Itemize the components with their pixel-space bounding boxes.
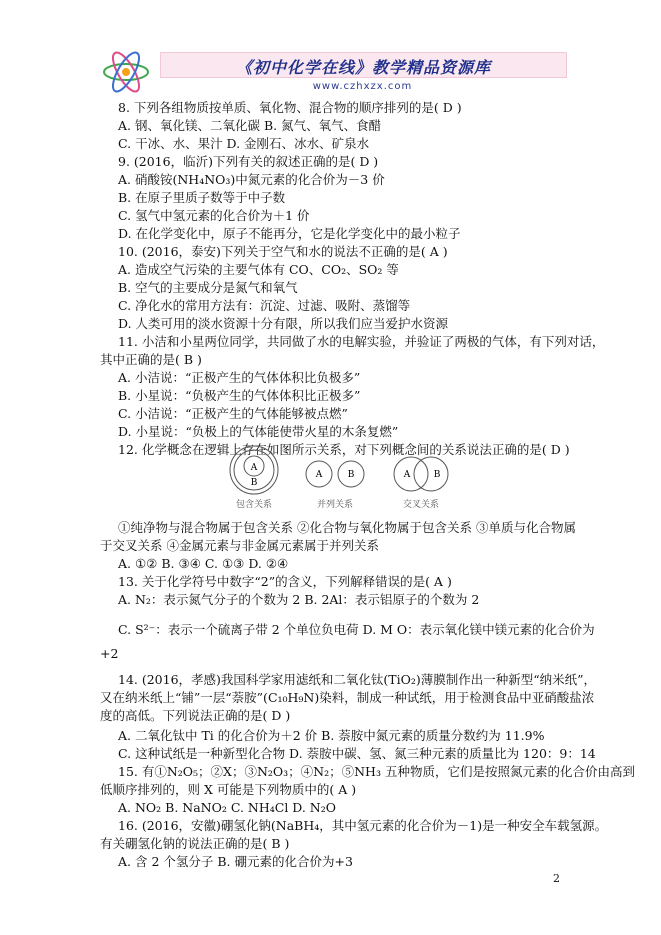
option-line: A. 含 2 个氢分子 B. 硼元素的化合价为+3 [118, 854, 353, 869]
question-13: 13. 关于化学符号中数字“2”的含义，下列解释错误的是( A ) [118, 574, 452, 589]
option-line: A. 二氧化钛中 Ti 的化合价为＋2 价 B. 萘胺中氮元素的质量分数约为 11.9% [118, 728, 545, 743]
venn-label-b: B [250, 478, 258, 488]
option-line-cont: +2 [100, 646, 119, 661]
venn-caption-parallel: 并列关系 [316, 500, 354, 510]
parallel-relation [306, 461, 364, 510]
intersection-relation [394, 457, 448, 510]
option-line: A. 小洁说：“正极产生的气体体积比负极多” [118, 370, 361, 385]
page-header [100, 44, 565, 102]
option-line-cont: 于交叉关系 ④金属元素与非金属元素属于并列关系 [100, 538, 379, 553]
venn-label-a: A [250, 463, 258, 473]
option-line: A. 钢、氧化镁、二氧化碳 B. 氮气、氧气、食醋 [118, 118, 382, 133]
option-line: A. 硝酸铵(NH₄NO₃)中氮元素的化合价为－3 价 [118, 172, 385, 187]
venn-label-a: A [403, 470, 411, 480]
option-line: C. 小洁说：“正极产生的气体能够被点燃” [118, 406, 348, 421]
inclusion-relation [230, 446, 278, 510]
venn-label-a: A [315, 470, 323, 480]
venn-label-b: B [347, 470, 355, 480]
page-number: 2 [553, 872, 560, 885]
option-line: D. 在化学变化中，原子不能再分，它是化学变化中的最小粒子 [118, 226, 461, 241]
question-15-cont: 低顺序排列的，则 X 可能是下列物质中的( A ) [100, 782, 357, 797]
option-line: D. 人类可用的淡水资源十分有限，所以我们应当爱护水资源 [118, 316, 449, 331]
option-line: B. 小星说：“负极产生的气体体积比正极多” [118, 388, 361, 403]
option-line: C. 干冰、水、果汁 D. 金刚石、冰水、矿泉水 [118, 136, 370, 151]
venn-diagram [222, 444, 472, 510]
question-11: 11. 小洁和小星两位同学，共同做了水的电解实验，并验证了两极的气体，有下列对话， [118, 334, 605, 349]
venn-caption-intersection: 交叉关系 [402, 500, 440, 510]
question-14-cont: 度的高低。下列说法正确的是( D ) [100, 708, 291, 723]
option-line: B. 在原子里质子数等于中子数 [118, 190, 286, 205]
option-line: C. S²⁻：表示一个硫离子带 2 个单位负电荷 D. M O：表示氧化镁中镁元素的化合价为 [118, 622, 595, 637]
option-line: A. NO₂ B. NaNO₂ C. NH₄Cl D. N₂O [118, 800, 337, 815]
venn-label-b: B [433, 470, 441, 480]
option-line: A. 造成空气污染的主要气体有 CO、CO₂、SO₂ 等 [118, 262, 399, 277]
option-line: B. 空气的主要成分是氮气和氧气 [118, 280, 298, 295]
question-9: 9. (2016，临沂)下列有关的叙述正确的是( D ) [118, 154, 379, 169]
banner [160, 52, 567, 78]
option-line: C. 这种试纸是一种新型化合物 D. 萘胺中碳、氢、氮三种元素的质量比为 120：9：14 [118, 746, 596, 761]
question-14: 14. (2016，孝感)我国科学家用滤纸和二氧化钛(TiO₂)薄膜制作出一种新型“纳米纸”， [118, 672, 597, 687]
question-10: 10. (2016，泰安)下列关于空气和水的说法不正确的是( A ) [118, 244, 448, 259]
option-line: A. N₂：表示氮气分子的个数为 2 B. 2Al：表示铝原子的个数为 2 [118, 592, 480, 607]
question-15: 15. 有①N₂O₅；②X；③N₂O₃；④N₂；⑤NH₃ 五种物质，它们是按照氮元素的化合价由高到 [118, 764, 635, 779]
option-line: C. 净化水的常用方法有：沉淀、过滤、吸附、蒸馏等 [118, 298, 411, 313]
question-8: 8. 下列各组物质按单质、氧化物、混合物的顺序排列的是( D ) [118, 100, 462, 115]
atom-logo-icon [100, 46, 152, 96]
question-16-cont: 有关硼氢化钠的说法正确的是( B ) [100, 836, 290, 851]
question-12: 12. 化学概念在逻辑上存在如图所示关系，对下列概念间的关系说法正确的是( D ) [118, 442, 570, 457]
banner-url: www.czhxzx.com [312, 81, 413, 92]
option-line: C. 氢气中氢元素的化合价为＋1 价 [118, 208, 310, 223]
option-line: D. 小星说：“负极上的气体能使带火星的木条复燃” [118, 424, 399, 439]
question-16: 16. (2016，安徽)硼氢化钠(NaBH₄，其中氢元素的化合价为－1)是一种安全车载氢源。 [118, 818, 608, 833]
question-11-cont: 其中正确的是( B ) [100, 352, 202, 367]
venn-caption-inclusion: 包含关系 [235, 500, 273, 510]
option-line: A. ①② B. ③④ C. ①③ D. ②④ [118, 556, 289, 571]
option-line: ①纯净物与混合物属于包含关系 ②化合物与氧化物属于包含关系 ③单质与化合物属 [118, 520, 576, 535]
question-14-cont: 又在纳米纸上“铺”一层“萘胺”(C₁₀H₉N)染料，制成一种试纸，用于检测食品中亚硝酸盐浓 [100, 690, 595, 705]
banner-title: 《初中化学在线》教学精品资源库 [235, 58, 491, 77]
